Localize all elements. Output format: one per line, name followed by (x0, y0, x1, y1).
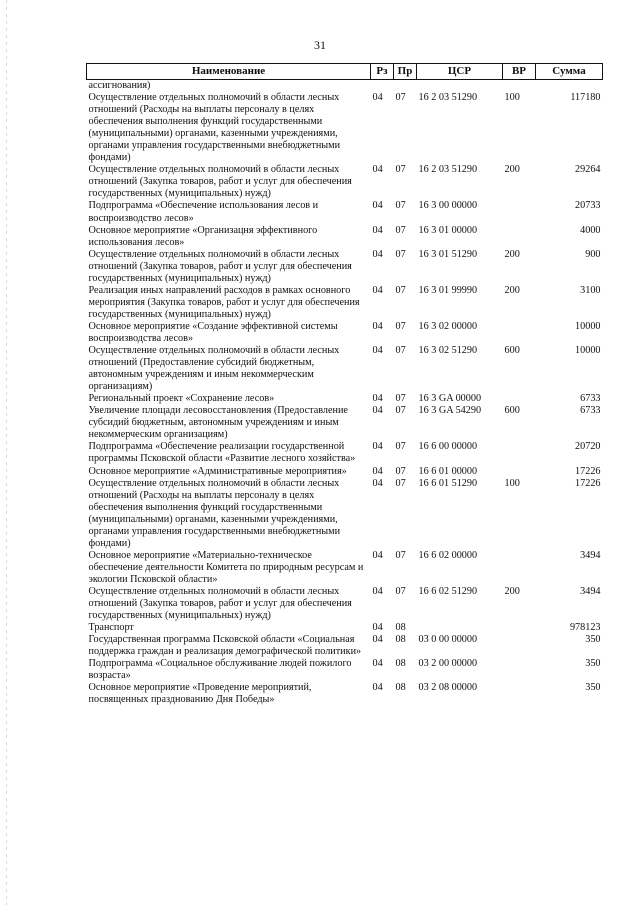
row-pr: 07 (395, 224, 406, 236)
row-vr (503, 622, 536, 634)
row-rz: 04 (372, 465, 383, 477)
header-csr: ЦСР (417, 64, 503, 80)
table-row (87, 249, 603, 285)
row-pr: 08 (395, 634, 406, 646)
row-rz: 04 (372, 549, 383, 561)
row-pr: 07 (395, 393, 406, 405)
header-sum: Сумма (536, 64, 603, 80)
row-rz (371, 80, 394, 93)
row-vr: 200 (504, 248, 520, 260)
row-sum: 10000 (575, 345, 601, 357)
row-name: Государственная программа Псковской области «Социальная поддержка граждан и реализация демографической политики» (88, 634, 362, 658)
row-name: Подпрограмма «Обеспечение реализации государственной программы Псковской области «Развитие лесного хозяйства» (88, 441, 356, 465)
header-vr: ВР (503, 64, 536, 80)
row-rz: 04 (372, 585, 383, 597)
row-pr (394, 80, 417, 93)
row-rz: 04 (372, 477, 383, 489)
table-row (87, 441, 603, 465)
table-row (87, 682, 603, 706)
row-name: Осуществление отдельных полномочий в области лесных отношений (Закупка товаров, работ и услуг для обеспечения государственных (муниципальных) нужд) (88, 248, 352, 284)
row-rz: 04 (372, 200, 383, 212)
row-sum: 4000 (580, 224, 601, 236)
row-sum: 3494 (580, 549, 601, 561)
row-pr: 07 (395, 92, 406, 104)
row-csr: 16 2 03 51290 (418, 164, 478, 176)
row-vr: 600 (504, 405, 520, 417)
row-vr (503, 200, 536, 224)
row-rz: 04 (372, 164, 383, 176)
row-csr: 16 3 00 00000 (418, 200, 478, 212)
row-pr: 07 (395, 320, 406, 332)
table-row (87, 393, 603, 405)
row-csr: 16 6 01 00000 (418, 465, 478, 477)
row-sum: 117180 (570, 92, 601, 104)
row-sum: 350 (585, 634, 601, 646)
row-rz: 04 (372, 248, 383, 260)
table-row (87, 405, 603, 441)
page-number: 31 (314, 38, 326, 52)
row-csr: 16 6 01 51290 (418, 477, 478, 489)
row-pr: 07 (395, 465, 406, 477)
row-vr (503, 634, 536, 658)
row-vr (503, 441, 536, 465)
row-sum: 29264 (575, 164, 601, 176)
row-name: Основное мероприятие «Организацня эффективного использования лесов» (88, 224, 318, 248)
row-name: Основное мероприятие «Административные мероприятия» (88, 465, 347, 477)
scan-edge-artifact (6, 0, 7, 905)
row-vr: 200 (504, 284, 520, 296)
row-name: Региональный проект «Сохранение лесов» (88, 393, 275, 405)
row-rz: 04 (372, 441, 383, 453)
row-name: Основное мероприятие «Создание эффективной системы воспроизводства лесов» (88, 320, 338, 344)
row-pr: 07 (395, 248, 406, 260)
row-pr: 07 (395, 405, 406, 417)
row-pr: 07 (395, 585, 406, 597)
row-name: Осуществление отдельных полномочий в области лесных отношений (Расходы на выплаты персоналу в целях обеспечения выполнения функций государственными (муниципальными) органами, казенными учреждениями, органами управления государственными внебюджетными фондами) (88, 477, 341, 549)
row-name: Осуществление отдельных полномочий в области лесных отношений (Предоставление субсидий бюджетным, автономным учреждениям и иным некоммерческим организациям) (88, 345, 340, 393)
table-row (87, 80, 603, 93)
row-pr: 07 (395, 441, 406, 453)
row-rz: 04 (372, 405, 383, 417)
row-pr: 08 (395, 682, 406, 694)
row-name: Подпрограмма «Социальное обслуживание людей пожилого возраста» (88, 658, 352, 682)
row-name: Транспорт (88, 622, 134, 634)
row-rz: 04 (372, 658, 383, 670)
header-pr: Пр (394, 64, 417, 80)
table-row (87, 466, 603, 478)
row-sum: 350 (585, 658, 601, 670)
row-vr: 100 (504, 92, 520, 104)
row-sum: 6733 (580, 405, 601, 417)
table-row (87, 321, 603, 345)
row-vr (503, 225, 536, 249)
row-rz: 04 (372, 345, 383, 357)
row-csr: 16 3 GA 00000 (418, 393, 482, 405)
table-header-row (87, 64, 603, 80)
row-name: Осуществление отдельных полномочий в области лесных отношений (Расходы на выплаты персоналу в целях обеспечения выполнения функций государственными (муниципальными) органами, казенными учреждениями, органами управления государственными внебюджетными фондами) (88, 92, 341, 164)
row-csr: 16 3 GA 54290 (418, 405, 482, 417)
row-pr: 07 (395, 284, 406, 296)
row-pr: 07 (395, 164, 406, 176)
row-sum: 3494 (580, 585, 601, 597)
row-sum: 3100 (580, 284, 601, 296)
row-sum (536, 80, 603, 93)
row-vr (503, 658, 536, 682)
row-vr (503, 393, 536, 405)
row-sum: 6733 (580, 393, 601, 405)
row-vr (503, 682, 536, 706)
row-pr: 07 (395, 549, 406, 561)
row-sum: 350 (585, 682, 601, 694)
table-row (87, 550, 603, 586)
row-rz: 04 (372, 682, 383, 694)
row-csr: 16 2 03 51290 (418, 92, 478, 104)
table-row (87, 622, 603, 634)
row-csr: 03 2 00 00000 (418, 658, 478, 670)
row-name: Реализация иных направлений расходов в рамках основного мероприятия (Закупка товаров, работ и услуг для обеспечения государственных (муниципальных) нужд) (88, 284, 360, 320)
row-vr: 200 (504, 585, 520, 597)
row-name: Осуществление отдельных полномочий в области лесных отношений (Закупка товаров, работ и услуг для обеспечения государственных (муниципальных) нужд) (88, 164, 352, 200)
row-csr: 16 6 02 00000 (418, 549, 478, 561)
table-row (87, 164, 603, 200)
row-sum: 17226 (575, 465, 601, 477)
row-vr: 600 (504, 345, 520, 357)
row-pr: 08 (395, 622, 406, 634)
header-name: Наименование (87, 64, 371, 80)
row-rz: 04 (372, 393, 383, 405)
row-name: Увеличение площади лесовосстановления (Предоставление субсидий бюджетным, автономным учреждениям и иным некоммерческим организациям) (88, 405, 348, 441)
row-csr: 16 3 02 51290 (418, 345, 478, 357)
row-csr (417, 622, 503, 634)
row-sum: 20720 (575, 441, 601, 453)
table-row (87, 92, 603, 164)
row-name: Подпрограмма «Обеспечение использования лесов и воспроизводство лесов» (88, 200, 319, 224)
row-vr: 100 (504, 477, 520, 489)
row-vr (503, 321, 536, 345)
row-csr: 16 6 02 51290 (418, 585, 478, 597)
row-name: Основное мероприятие «Проведение мероприятий, посвященных празднованию Дня Победы» (88, 682, 312, 706)
table-row (87, 634, 603, 658)
row-csr: 16 3 02 00000 (418, 320, 478, 332)
table-row (87, 478, 603, 550)
row-name: Основное мероприятие «Материально-техническое обеспечение деятельности Комитета по природным ресурсам и экологии Псковской области» (88, 549, 364, 585)
table-row (87, 658, 603, 682)
table-row (87, 200, 603, 224)
row-sum: 17226 (575, 477, 601, 489)
row-csr (417, 80, 503, 93)
row-vr (503, 550, 536, 586)
table-row (87, 345, 603, 393)
row-csr: 03 2 08 00000 (418, 682, 478, 694)
row-csr: 16 3 01 99990 (418, 284, 478, 296)
row-rz: 04 (372, 634, 383, 646)
header-rz: Рз (371, 64, 394, 80)
row-rz: 04 (372, 224, 383, 236)
row-sum: 10000 (575, 320, 601, 332)
row-vr (503, 466, 536, 478)
row-rz: 04 (372, 320, 383, 332)
row-pr: 07 (395, 345, 406, 357)
budget-table (86, 63, 603, 706)
row-csr: 16 6 00 00000 (418, 441, 478, 453)
table-row (87, 285, 603, 321)
row-vr: 200 (504, 164, 520, 176)
table-row (87, 586, 603, 622)
row-rz: 04 (372, 622, 383, 634)
row-pr: 08 (395, 658, 406, 670)
row-vr (503, 80, 536, 93)
row-sum: 20733 (575, 200, 601, 212)
row-pr: 07 (395, 477, 406, 489)
row-sum: 978123 (569, 622, 601, 634)
row-rz: 04 (372, 92, 383, 104)
row-name: ассигнования) (88, 80, 151, 91)
row-csr: 16 3 01 51290 (418, 248, 478, 260)
row-pr: 07 (395, 200, 406, 212)
row-sum: 900 (585, 248, 601, 260)
row-name: Осуществление отдельных полномочий в области лесных отношений (Закупка товаров, работ и услуг для обеспечения государственных (муниципальных) нужд) (88, 585, 352, 622)
row-csr: 03 0 00 00000 (418, 634, 478, 646)
row-rz: 04 (372, 284, 383, 296)
table-row (87, 225, 603, 249)
row-csr: 16 3 01 00000 (418, 224, 478, 236)
